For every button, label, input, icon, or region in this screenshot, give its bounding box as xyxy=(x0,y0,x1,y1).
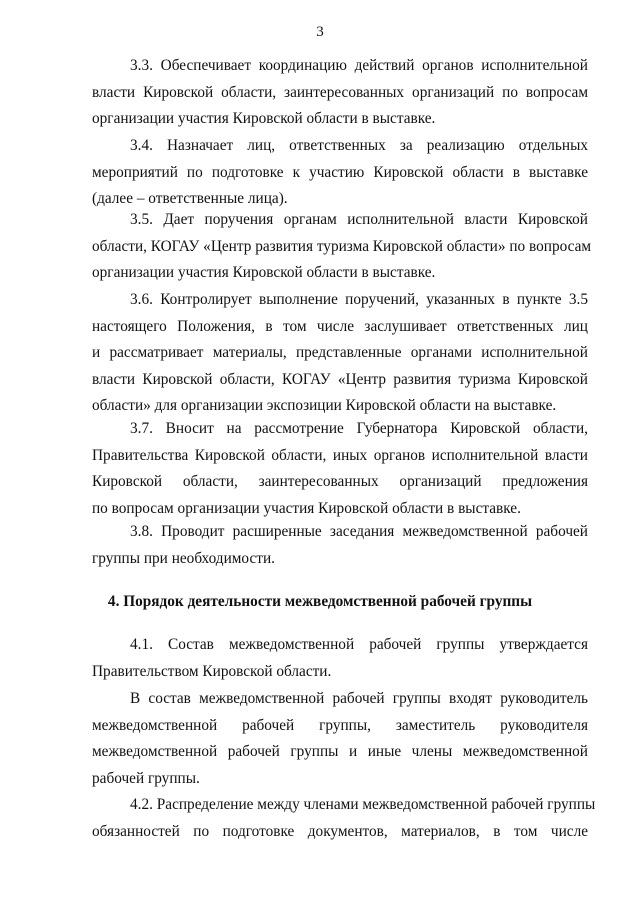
text-line: межведомственной рабочей группы, заместитель руководителя xyxy=(92,716,588,734)
text-line: обязанностей по подготовке документов, материалов, в том числе xyxy=(92,822,588,840)
text-line: Правительством Кировской области. xyxy=(92,662,332,680)
text-line: власти Кировской области, заинтересованных организаций по вопросам xyxy=(92,83,588,101)
text-line: организации участия Кировской области в выставке. xyxy=(92,110,436,127)
text-line: 3.4. Назначает лиц, ответственных за реализацию отдельных xyxy=(130,137,588,154)
text-line: власти Кировской области, КОГАУ «Центр развития туризма Кировской xyxy=(92,370,588,388)
text-line: Правительства Кировской области, иных органов исполнительной власти xyxy=(92,446,588,464)
text-line: и рассматривает материалы, представленные органами исполнительной xyxy=(92,344,588,361)
paragraph-4-2 xyxy=(92,792,596,845)
paragraph-3-3 xyxy=(92,53,588,133)
text-line: (далее – ответственные лица). xyxy=(92,190,288,207)
text-line: настоящего Положения, в том числе заслушивает ответственных лиц xyxy=(92,317,588,335)
paragraph-3-8 xyxy=(92,519,588,572)
page-number: 3 xyxy=(316,24,324,40)
section-heading: 4. Порядок деятельности межведомственной рабочей группы xyxy=(107,593,533,610)
text-line: 3.5. Дает поручения органам исполнительной власти Кировской xyxy=(130,211,588,228)
paragraph-3-7 xyxy=(92,416,588,522)
text-line: 3.8. Проводит расширенные заседания межведомственной рабочей xyxy=(130,523,588,540)
text-line: области» для организации экспозиции Кировской области на выставке. xyxy=(92,397,557,414)
text-line: по вопросам организации участия Кировской области в выставке. xyxy=(92,499,521,517)
paragraph-4-1 xyxy=(92,632,588,685)
text-line: области, КОГАУ «Центр развития туризма Кировской области» по вопросам xyxy=(92,237,592,255)
text-line: 4.1. Состав межведомственной рабочей группы утверждается xyxy=(130,636,588,653)
paragraph-composition xyxy=(92,686,588,792)
text-line: 3.7. Вносит на рассмотрение Губернатора Кировской области, xyxy=(130,420,588,437)
text-line: мероприятий по подготовке к участию Кировской области в выставке xyxy=(92,163,588,181)
text-line: 4.2. Распределение между членами межведомственной рабочей группы xyxy=(130,796,596,813)
paragraph-3-4 xyxy=(92,133,588,213)
text-line: организации участия Кировской области в выставке. xyxy=(92,264,436,281)
text-line: 3.6. Контролирует выполнение поручений, указанных в пункте 3.5 xyxy=(130,291,588,308)
text-line: межведомственной рабочей группы и иные члены межведомственной xyxy=(92,743,588,760)
text-line: группы при необходимости. xyxy=(92,549,275,567)
paragraph-3-6 xyxy=(92,287,588,420)
text-line: Кировской области, заинтересованных организаций предложения xyxy=(92,473,588,490)
text-line: В состав межведомственной рабочей группы входят руководитель xyxy=(130,690,588,707)
paragraph-3-5 xyxy=(92,207,592,287)
text-line: 3.3. Обеспечивает координацию действий органов исполнительной xyxy=(130,57,588,74)
text-line: рабочей группы. xyxy=(92,769,200,787)
